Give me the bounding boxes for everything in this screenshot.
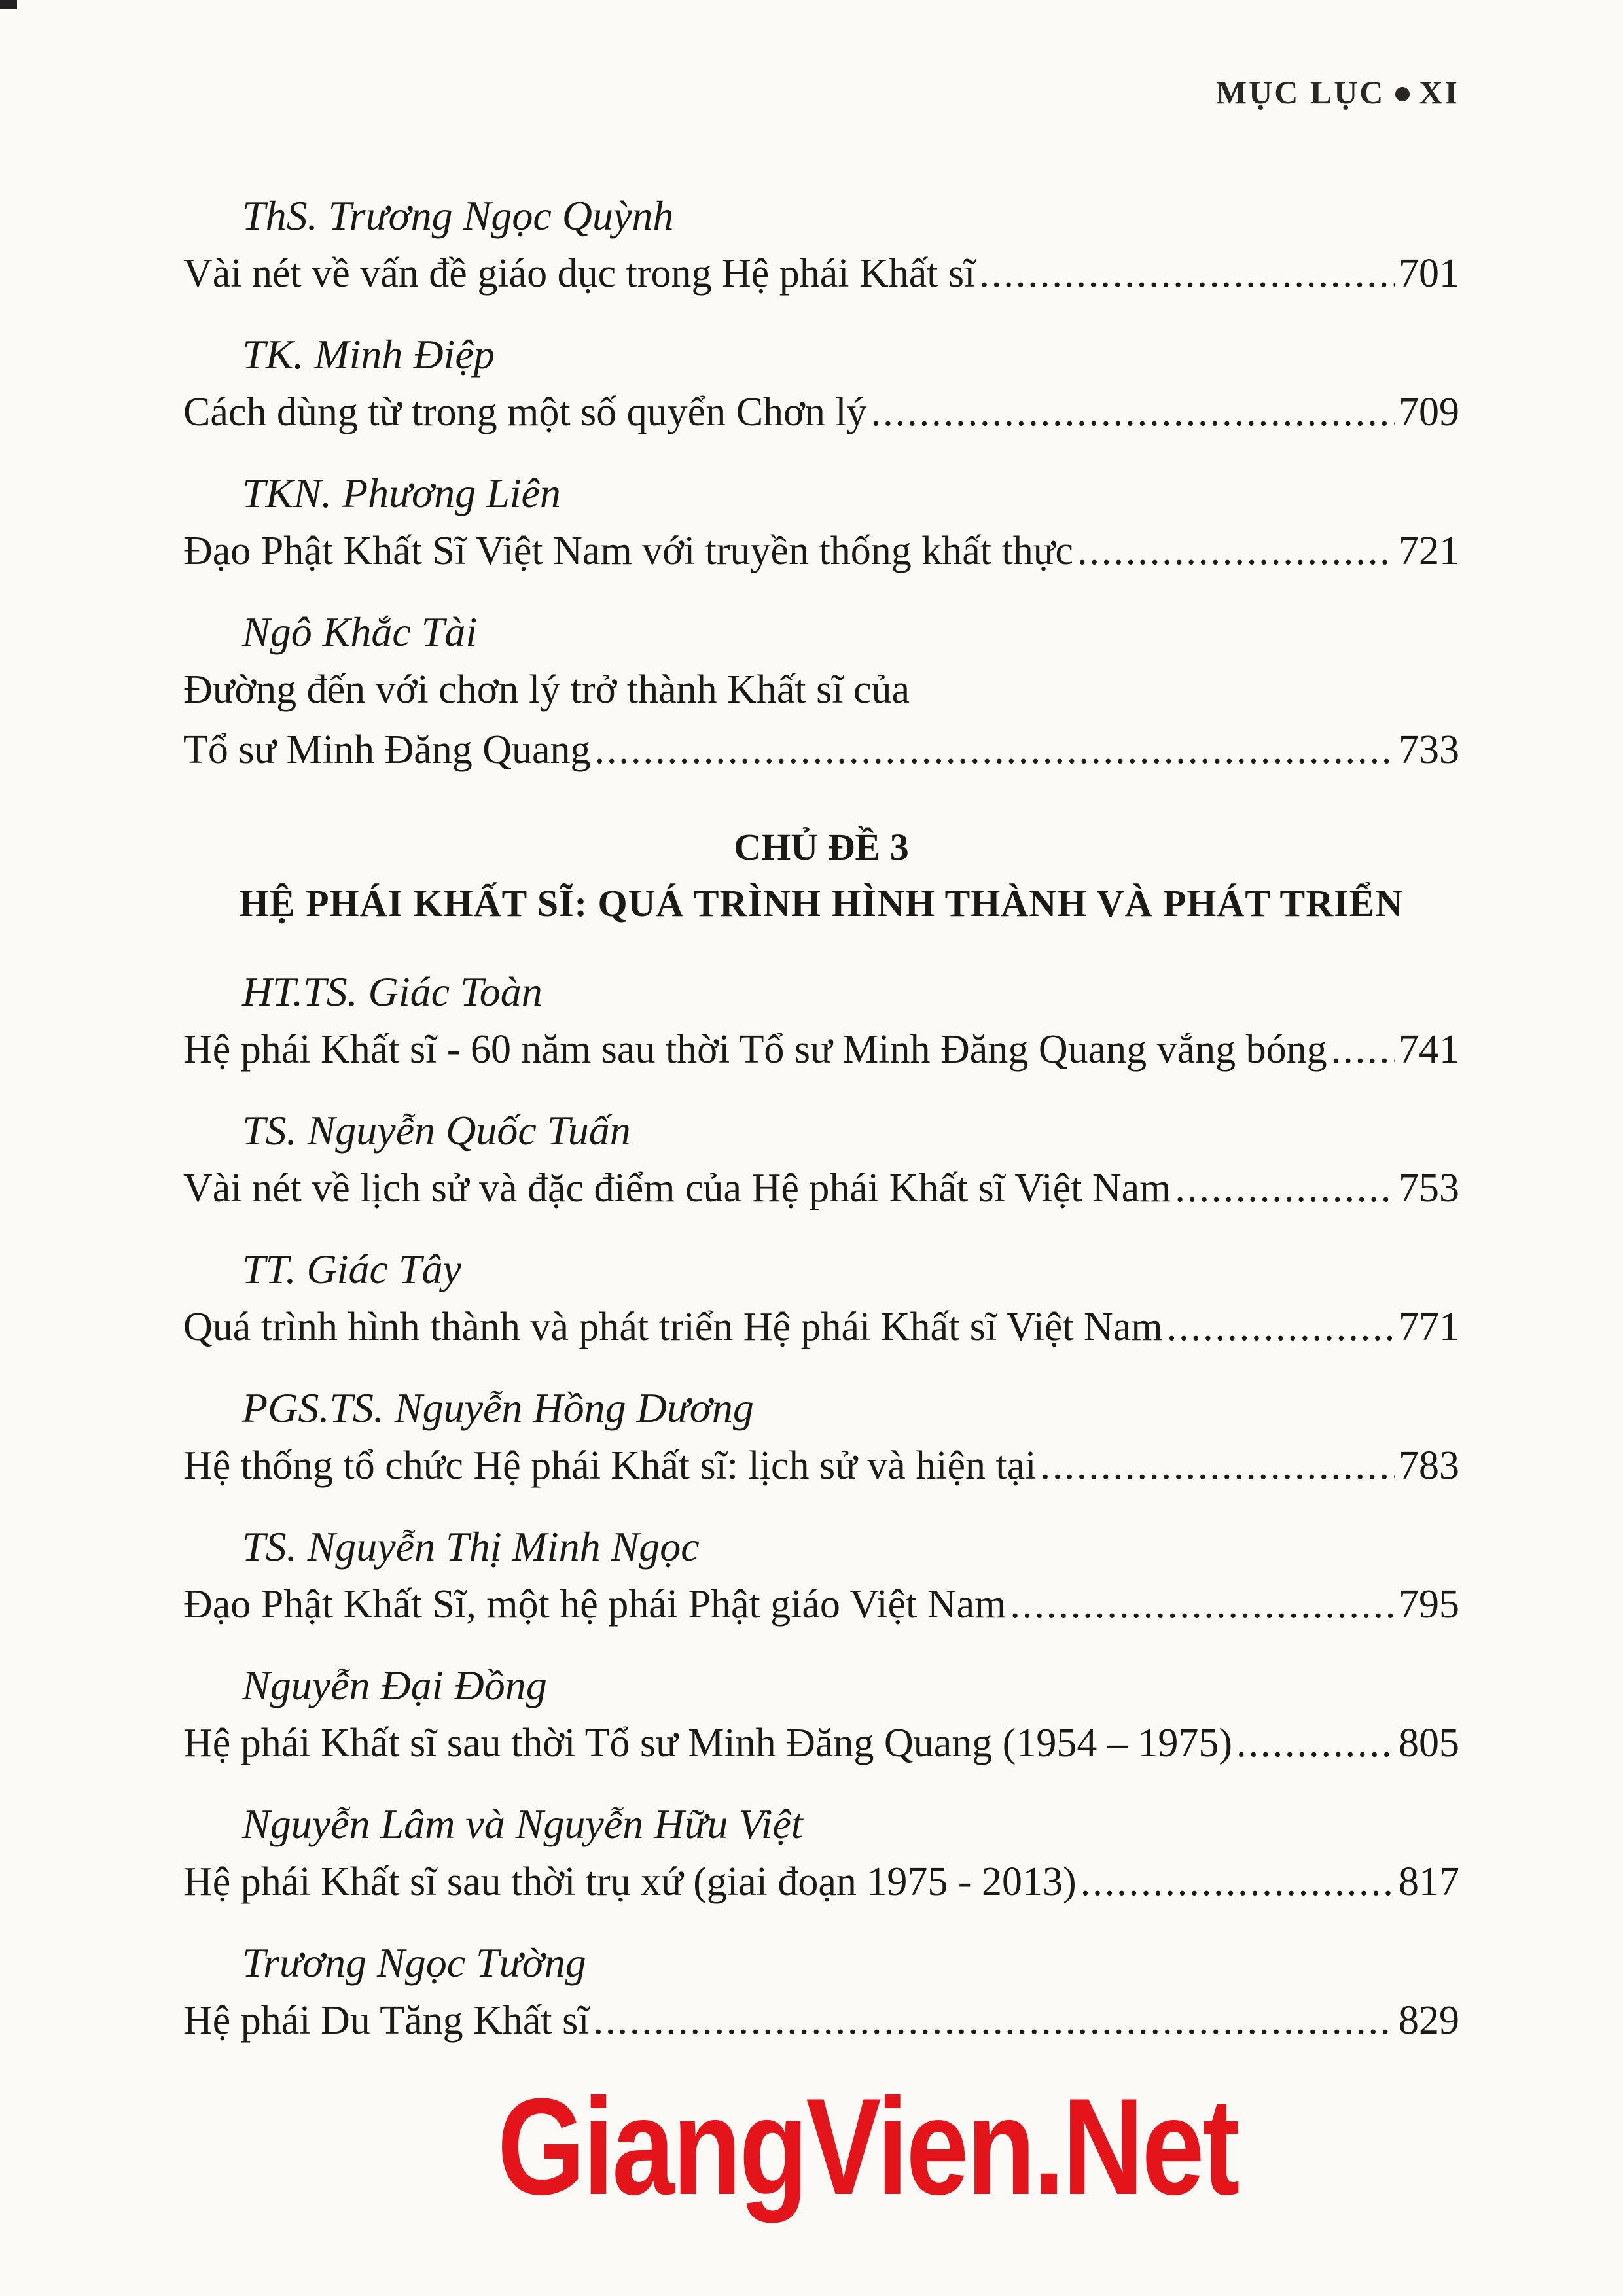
corner-mark — [0, 0, 17, 9]
entry-author: ThS. Trương Ngọc Quỳnh — [242, 192, 674, 239]
entry-page: 783 — [1399, 1443, 1459, 1488]
running-header — [1216, 73, 1459, 111]
entry-title: Hệ phái Khất sĩ sau thời Tổ sư Minh Đăng Quang (1954 – 1975) — [183, 1721, 1233, 1765]
entry-author: HT.TS. Giác Toàn — [242, 968, 543, 1015]
toc-entry — [183, 466, 1459, 581]
entry-page: 805 — [1399, 1721, 1459, 1765]
entry-author: Ngô Khắc Tài — [242, 609, 478, 655]
entry-title-line[interactable] — [183, 1990, 1459, 2051]
entry-title-line[interactable] — [183, 1713, 1459, 1773]
entry-title: Hệ thống tổ chức Hệ phái Khất sĩ: lịch sử và hiện tại — [183, 1443, 1037, 1488]
entry-title: Tổ sư Minh Đăng Quang — [183, 728, 591, 772]
entry-author: TKN. Phương Liên — [242, 470, 561, 516]
entry-page: 701 — [1399, 251, 1459, 296]
dot-leader — [593, 1990, 1395, 2051]
entry-title-line[interactable] — [183, 1297, 1459, 1357]
section-title: HỆ PHÁI KHẤT SĨ: QUÁ TRÌNH HÌNH THÀNH VÀ PHÁT TRIỂN — [239, 882, 1404, 925]
entry-title: Đạo Phật Khất Sĩ Việt Nam với truyền thống khất thực — [183, 529, 1073, 573]
entry-title: Vài nét về lịch sử và đặc điểm của Hệ phái Khất sĩ Việt Nam — [183, 1166, 1171, 1210]
watermark: GiangVien.Net — [497, 2070, 1238, 2223]
toc-entry — [183, 1103, 1459, 1218]
entry-page: 733 — [1399, 728, 1459, 772]
table-of-contents — [183, 188, 1459, 2074]
dot-leader — [1077, 521, 1395, 581]
entry-title: Hệ phái Du Tăng Khất sĩ — [183, 1998, 590, 2043]
page-number-roman: XI — [1419, 74, 1459, 111]
entry-title: Quá trình hình thành và phát triển Hệ phái Khất sĩ Việt Nam — [183, 1305, 1163, 1349]
entry-author: TS. Nguyễn Quốc Tuấn — [242, 1107, 631, 1154]
dot-leader — [1236, 1713, 1395, 1773]
entry-title-line[interactable] — [183, 1158, 1459, 1218]
entry-title-line[interactable] — [183, 1436, 1459, 1496]
section-heading — [183, 819, 1459, 932]
dot-leader — [979, 243, 1395, 304]
entry-page: 709 — [1399, 390, 1459, 434]
dot-leader — [1331, 1019, 1395, 1080]
toc-entry — [183, 605, 1459, 780]
entry-title-line[interactable] — [183, 720, 1459, 780]
entry-author: Trương Ngọc Tường — [242, 1939, 586, 1986]
entry-author: TT. Giác Tây — [242, 1246, 461, 1292]
entry-page: 795 — [1399, 1582, 1459, 1627]
toc-entry — [183, 1797, 1459, 1912]
toc-entry — [183, 1242, 1459, 1357]
section-number: CHỦ ĐỀ 3 — [734, 826, 909, 868]
entry-title-line[interactable] — [183, 1852, 1459, 1912]
entry-title: Hệ phái Khất sĩ sau thời trụ xứ (giai đoạn 1975 - 2013) — [183, 1860, 1077, 1904]
toc-entry — [183, 327, 1459, 442]
entry-title-first-line: Đường đến với chơn lý trở thành Khất sĩ của — [183, 667, 910, 712]
entry-title-line[interactable] — [183, 1019, 1459, 1080]
entry-title: Vài nét về vấn đề giáo dục trong Hệ phái Khất sĩ — [183, 251, 976, 296]
entry-author: Nguyễn Lâm và Nguyễn Hữu Việt — [242, 1801, 803, 1847]
entry-title-line[interactable] — [183, 521, 1459, 581]
toc-entry — [183, 964, 1459, 1080]
entry-title-line[interactable] — [183, 243, 1459, 304]
dot-leader — [1010, 1574, 1395, 1634]
dot-leader — [1080, 1852, 1395, 1912]
bullet-dot-icon — [1395, 87, 1410, 101]
toc-entry — [183, 1935, 1459, 2051]
entry-author: PGS.TS. Nguyễn Hồng Dương — [242, 1385, 754, 1431]
dot-leader — [1040, 1436, 1395, 1496]
toc-entry — [183, 1658, 1459, 1773]
dot-leader — [595, 720, 1395, 780]
entry-title: Đạo Phật Khất Sĩ, một hệ phái Phật giáo Việt Nam — [183, 1582, 1007, 1627]
dot-leader — [871, 382, 1395, 442]
toc-entry — [183, 1519, 1459, 1634]
entry-author: TK. Minh Điệp — [242, 331, 495, 378]
entry-author: TS. Nguyễn Thị Minh Ngọc — [242, 1523, 700, 1570]
dot-leader — [1167, 1297, 1395, 1357]
entry-page: 817 — [1399, 1860, 1459, 1904]
entry-page: 771 — [1399, 1305, 1459, 1349]
toc-entry — [183, 1381, 1459, 1496]
entry-author: Nguyễn Đại Đồng — [242, 1662, 547, 1708]
entry-page: 829 — [1399, 1998, 1459, 2043]
entry-title-line[interactable] — [183, 1574, 1459, 1634]
dot-leader — [1175, 1158, 1395, 1218]
running-title: MỤC LỤC — [1215, 74, 1385, 111]
entry-page: 741 — [1399, 1027, 1459, 1072]
toc-entry — [183, 188, 1459, 304]
entry-page: 753 — [1399, 1166, 1459, 1210]
entry-title: Hệ phái Khất sĩ - 60 năm sau thời Tổ sư Minh Đăng Quang vắng bóng — [183, 1027, 1327, 1072]
entry-title: Cách dùng từ trong một số quyển Chơn lý — [183, 390, 867, 434]
entry-title-line[interactable] — [183, 382, 1459, 442]
entry-page: 721 — [1399, 529, 1459, 573]
